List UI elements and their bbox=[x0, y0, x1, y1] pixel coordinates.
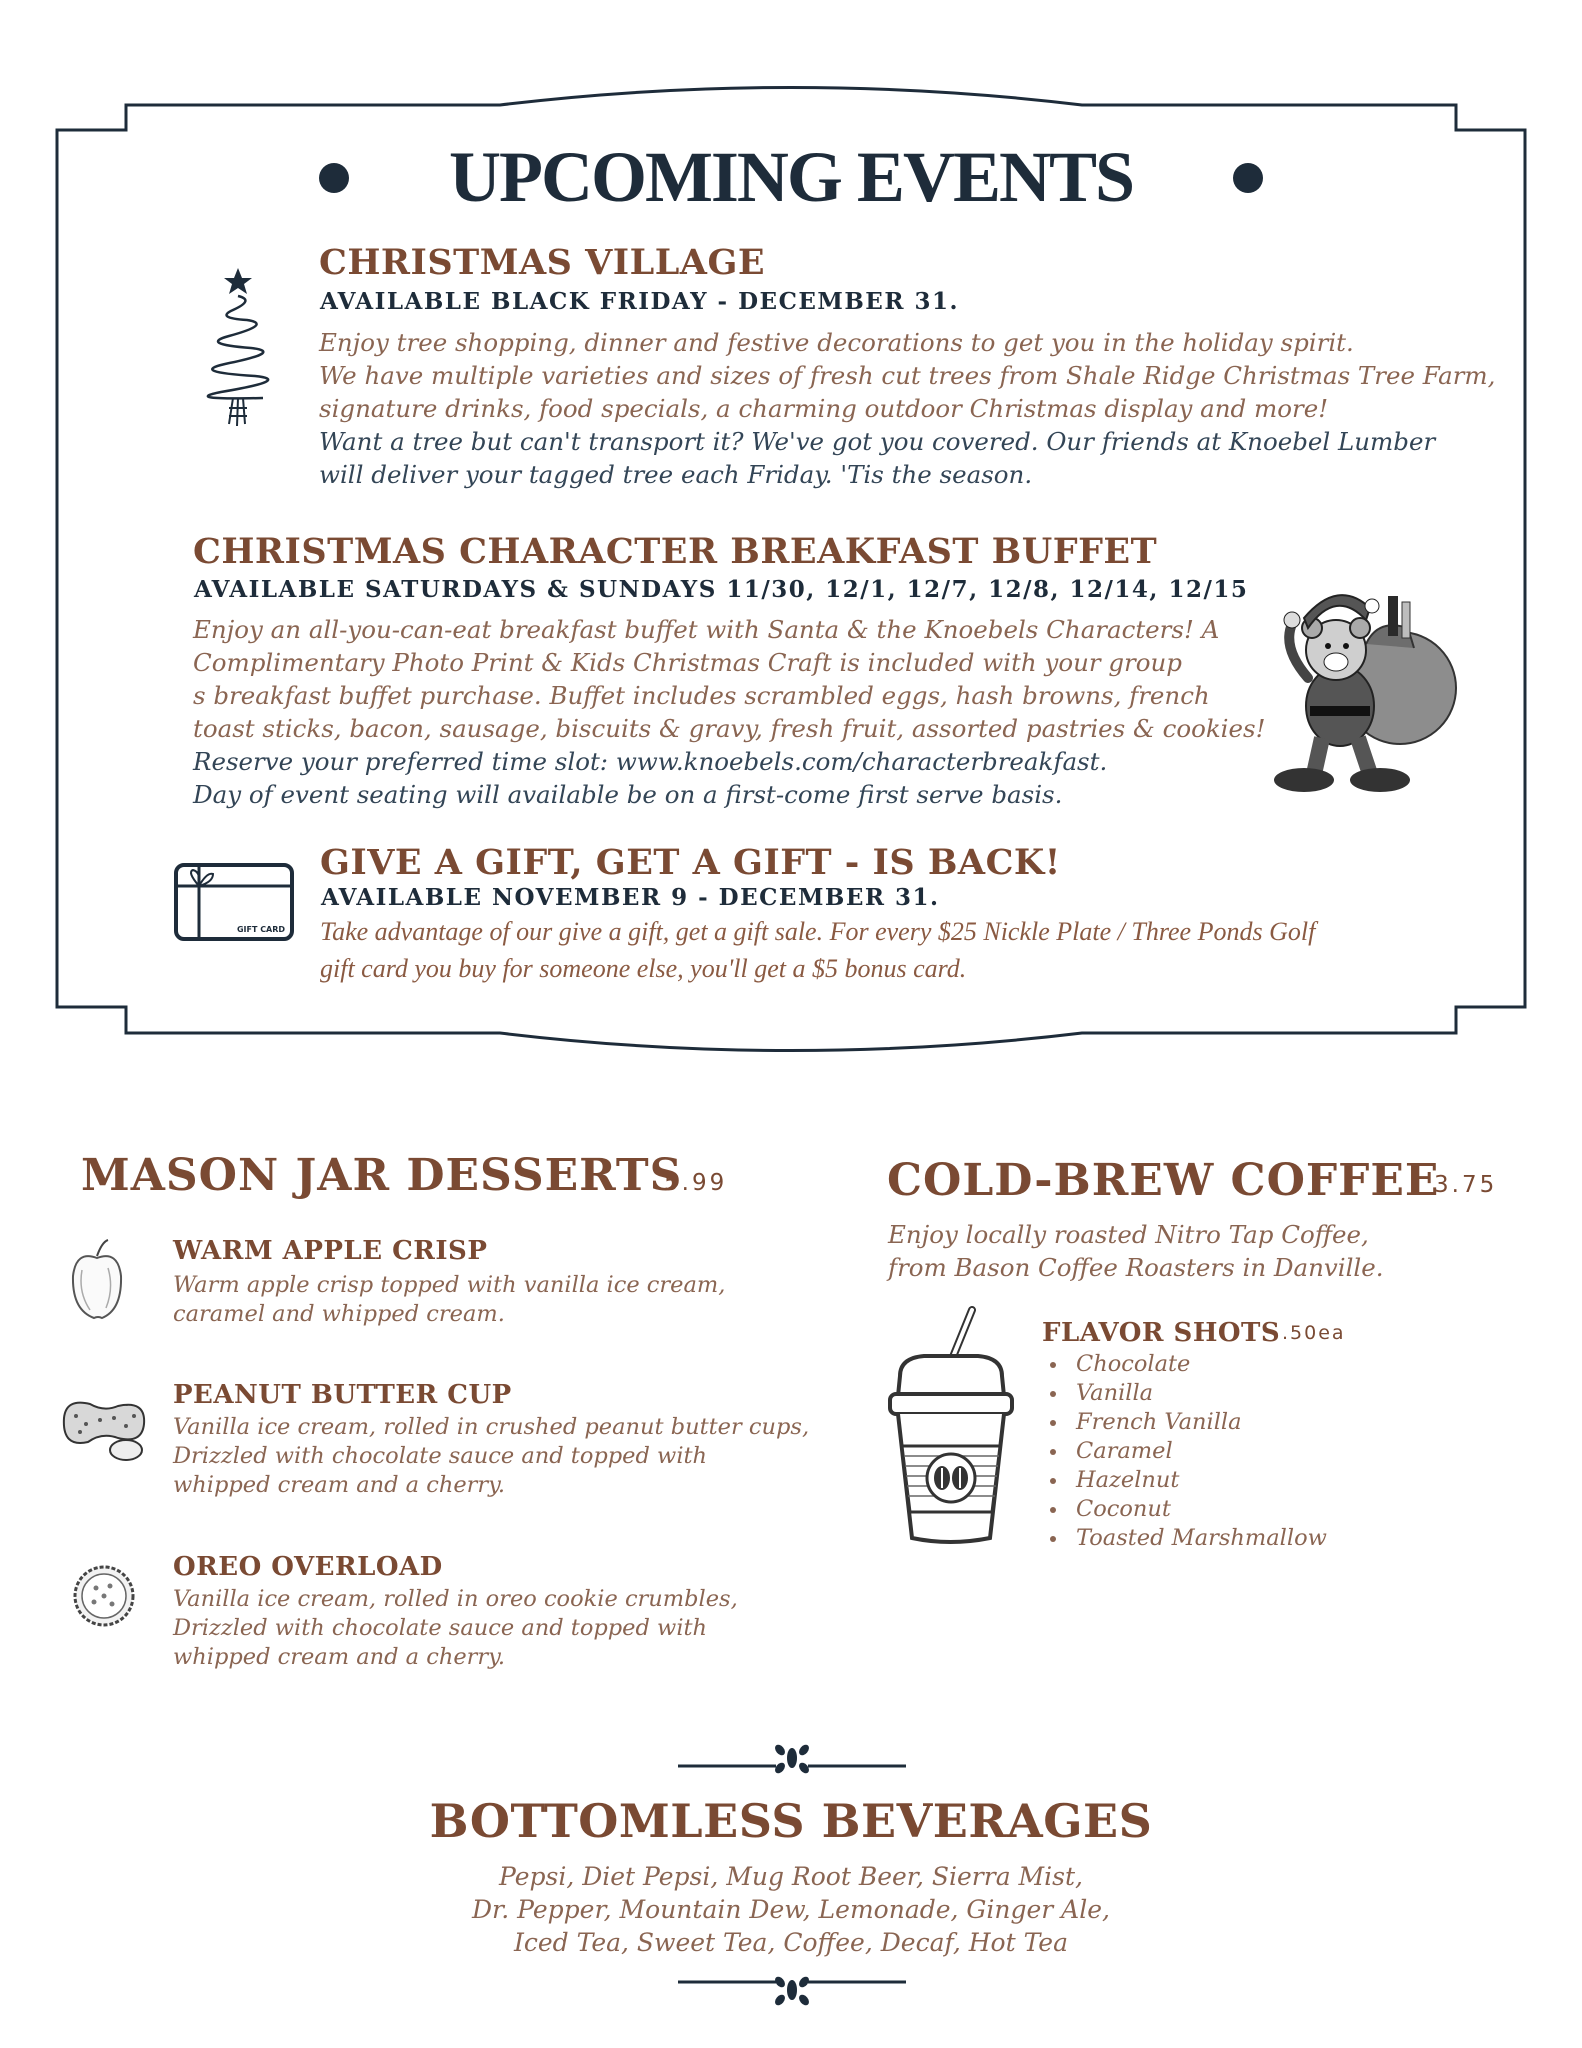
dessert-description-apple-crisp bbox=[173, 1271, 725, 1329]
peanut-icon bbox=[56, 1394, 154, 1462]
beverages-title: BOTTOMLESS BEVERAGES bbox=[429, 1794, 1153, 1848]
gift-card-label: GIFT CARD bbox=[236, 925, 286, 934]
event-subtitle-gift: AVAILABLE NOVEMBER 9 - DECEMBER 31. bbox=[321, 884, 940, 911]
beverage-line: Dr. Pepper, Mountain Dew, Lemonade, Ginger Ale, bbox=[472, 1895, 1110, 1924]
coffee-description bbox=[888, 1218, 1384, 1284]
desc-line: Day of event seating will available be on a first-come first serve basis. bbox=[193, 780, 1063, 809]
dessert-description-peanut-butter-cup bbox=[173, 1413, 809, 1500]
flavor-item: Coconut bbox=[1044, 1495, 1327, 1524]
event-title-christmas-village: CHRISTMAS VILLAGE bbox=[319, 242, 766, 283]
beverage-line: Iced Tea, Sweet Tea, Coffee, Decaf, Hot Tea bbox=[513, 1928, 1069, 1957]
events-title: UPCOMING EVENTS bbox=[448, 137, 1134, 217]
flavor-list bbox=[1044, 1350, 1327, 1553]
desc-line: Vanilla ice cream, rolled in crushed peanut butter cups, bbox=[173, 1414, 810, 1440]
desc-line: Enjoy an all-you-can-eat breakfast buffet with Santa & the Knoebels Characters! A bbox=[193, 615, 1220, 644]
desc-line: Vanilla ice cream, rolled in oreo cookie crumbles, bbox=[173, 1586, 738, 1612]
cookie-icon bbox=[72, 1564, 136, 1628]
divider-ornament-top bbox=[676, 1738, 908, 1778]
beverages-list bbox=[0, 1860, 1582, 1959]
event-subtitle-christmas-village: AVAILABLE BLACK FRIDAY - DECEMBER 31. bbox=[320, 288, 959, 315]
flavor-item: Hazelnut bbox=[1044, 1466, 1327, 1495]
coffee-price: 3.75 bbox=[1434, 1172, 1498, 1198]
desc-line: signature drinks, food specials, a charming outdoor Christmas display and more! bbox=[319, 394, 1329, 423]
desc-line: Drizzled with chocolate sauce and topped with bbox=[173, 1615, 708, 1641]
desc-line: Complimentary Photo Print & Kids Christmas Craft is included with your group bbox=[193, 648, 1182, 677]
coffee-title: COLD-BREW COFFEE bbox=[887, 1155, 1440, 1206]
dessert-description-oreo-overload bbox=[173, 1585, 738, 1672]
beverage-line: Pepsi, Diet Pepsi, Mug Root Beer, Sierra Mist, bbox=[499, 1862, 1083, 1891]
flavor-shots-title: FLAVOR SHOTS bbox=[1042, 1318, 1281, 1348]
event-description-gift bbox=[320, 913, 1315, 987]
flavor-item: Toasted Marshmallow bbox=[1044, 1524, 1327, 1553]
divider-ornament-bottom bbox=[676, 1968, 908, 2010]
desc-line: Drizzled with chocolate sauce and topped with bbox=[173, 1443, 708, 1469]
event-title-gift: GIVE A GIFT, GET A GIFT - IS BACK! bbox=[320, 842, 1061, 883]
desserts-price: 5.99 bbox=[664, 1170, 728, 1196]
desc-line: Reserve your preferred time slot: www.knoebels.com/characterbreakfast. bbox=[193, 747, 1108, 776]
event-description-character-breakfast bbox=[193, 613, 1265, 811]
desc-line: Want a tree but can't transport it? We've got you covered. Our friends at Knoebel Lumber bbox=[319, 427, 1436, 456]
event-title-character-breakfast: CHRISTMAS CHARACTER BREAKFAST BUFFET bbox=[193, 531, 1158, 572]
desc-line: gift card you buy for someone else, you'll get a $5 bonus card. bbox=[320, 954, 967, 983]
dessert-title-oreo-overload: OREO OVERLOAD bbox=[173, 1552, 443, 1582]
desc-line: s breakfast buffet purchase. Buffet includes scrambled eggs, hash browns, french bbox=[193, 681, 1210, 710]
event-subtitle-character-breakfast: AVAILABLE SATURDAYS & SUNDAYS 11/30, 12/1, 12/7, 12/8, 12/14, 12/15 bbox=[194, 576, 1249, 603]
flavor-item: Caramel bbox=[1044, 1437, 1327, 1466]
desc-line: We have multiple varieties and sizes of fresh cut trees from Shale Ridge Christmas Tree Farm, bbox=[319, 361, 1496, 390]
apple-icon bbox=[68, 1236, 126, 1324]
christmas-tree-icon bbox=[185, 264, 295, 430]
flavor-item: Chocolate bbox=[1044, 1350, 1327, 1379]
flavor-item: Vanilla bbox=[1044, 1379, 1327, 1408]
coffee-cup-icon bbox=[884, 1306, 1018, 1552]
desc-line: Enjoy tree shopping, dinner and festive decorations to get you in the holiday spirit. bbox=[319, 328, 1354, 357]
event-description-christmas-village bbox=[319, 326, 1495, 491]
santa-bear-mascot-icon bbox=[1258, 588, 1464, 798]
desc-line: will deliver your tagged tree each Friday. 'Tis the season. bbox=[319, 460, 1033, 489]
flavor-item: French Vanilla bbox=[1044, 1408, 1327, 1437]
dessert-title-apple-crisp: WARM APPLE CRISP bbox=[173, 1236, 488, 1266]
desc-line: Take advantage of our give a gift, get a gift sale. For every $25 Nickle Plate / Three Ponds Golf bbox=[320, 917, 1316, 946]
desc-line: whipped cream and a cherry. bbox=[173, 1644, 506, 1670]
desserts-title: MASON JAR DESSERTS bbox=[81, 1150, 683, 1201]
desc-line: from Bason Coffee Roasters in Danville. bbox=[888, 1253, 1384, 1282]
desc-line: whipped cream and a cherry. bbox=[173, 1472, 506, 1498]
flavor-shots-price: .50ea bbox=[1282, 1322, 1346, 1344]
desc-line: Enjoy locally roasted Nitro Tap Coffee, bbox=[888, 1220, 1369, 1249]
desc-line: caramel and whipped cream. bbox=[173, 1301, 505, 1327]
desc-line: Warm apple crisp topped with vanilla ice cream, bbox=[173, 1272, 726, 1298]
dessert-title-peanut-butter-cup: PEANUT BUTTER CUP bbox=[173, 1380, 512, 1410]
gift-card-icon bbox=[173, 862, 295, 942]
desc-line: toast sticks, bacon, sausage, biscuits & gravy, fresh fruit, assorted pastries & cookies! bbox=[193, 714, 1266, 743]
